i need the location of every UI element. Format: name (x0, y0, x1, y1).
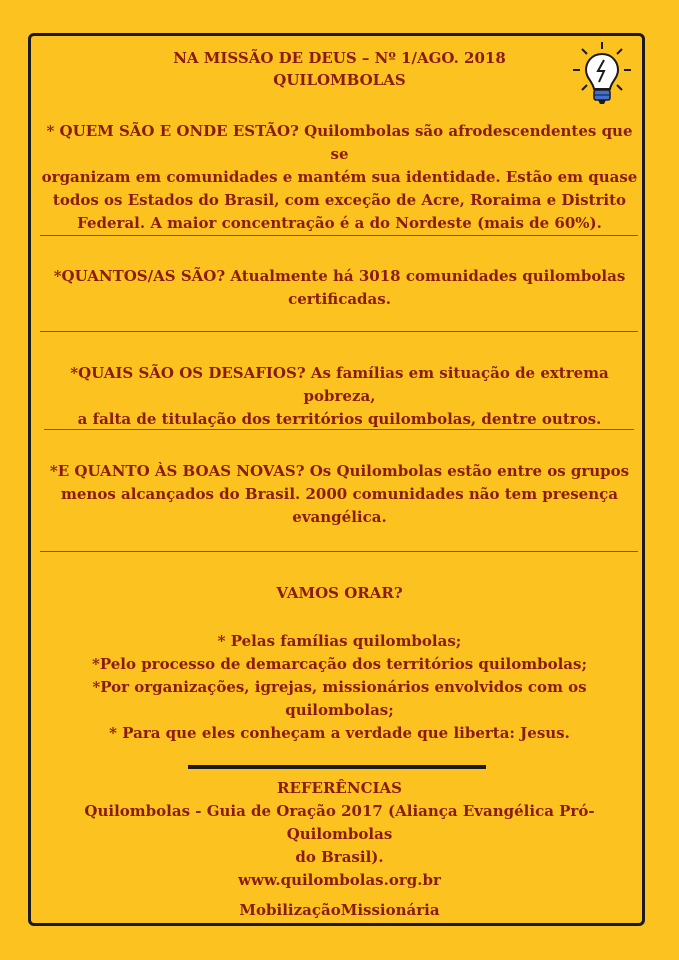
footer-tag: MobilizaçãoMissionária (239, 901, 440, 919)
prayer-item: *Pelo processo de demarcação dos territórios quilombolas; (92, 655, 587, 673)
divider (40, 235, 638, 236)
section-challenges (36, 362, 643, 431)
section-line: *QUANTOS/AS SÃO? Atualmente há 3018 comunidades quilombolas (53, 267, 626, 285)
prayer-heading: VAMOS ORAR? (276, 584, 403, 602)
section-line: *QUAIS SÃO OS DESAFIOS? As famílias em situação de extrema pobreza, (70, 364, 609, 405)
section-line: *E QUANTO ÀS BOAS NOVAS? Os Quilombolas estão entre os grupos (49, 462, 630, 480)
section-good-news (36, 460, 643, 529)
section-line: * QUEM SÃO E ONDE ESTÃO? Quilombolas são afrodescendentes que se (46, 122, 633, 163)
divider (40, 331, 638, 332)
section-line: Federal. A maior concentração é a do Nordeste (mais de 60%). (77, 214, 602, 232)
prayer-item: * Para que eles conheçam a verdade que liberta: Jesus. (109, 724, 570, 742)
prayer-item: *Por organizações, igrejas, missionários envolvidos com os quilombolas; (92, 678, 587, 719)
divider (44, 429, 634, 430)
section-line: a falta de titulação dos territórios quilombolas, dentre outros. (77, 410, 602, 428)
section-line: todos os Estados do Brasil, com exceção de Acre, Roraima e Distrito (52, 191, 627, 209)
references-divider (188, 765, 486, 769)
prayer-list (36, 630, 643, 745)
section-line: menos alcançados do Brasil. 2000 comunidades não tem presença (61, 485, 618, 503)
section-who-where (36, 120, 643, 235)
header-title (36, 47, 643, 91)
header-line-2: QUILOMBOLAS (273, 71, 406, 89)
header-line-1: NA MISSÃO DE DEUS – Nº 1/AGO. 2018 (173, 49, 506, 67)
references-block (36, 777, 643, 892)
section-line: evangélica. (292, 508, 387, 526)
divider (40, 551, 638, 552)
section-line: organizam em comunidades e mantém sua identidade. Estão em quase (41, 168, 638, 186)
reference-line: do Brasil). (295, 848, 384, 866)
reference-url[interactable]: www.quilombolas.org.br (238, 871, 441, 889)
section-how-many (36, 265, 643, 311)
references-heading: REFERÊNCIAS (276, 779, 403, 797)
prayer-item: * Pelas famílias quilombolas; (217, 632, 462, 650)
reference-line: Quilombolas - Guia de Oração 2017 (Aliança Evangélica Pró-Quilombolas (84, 802, 595, 843)
section-line: certificadas. (288, 290, 391, 308)
